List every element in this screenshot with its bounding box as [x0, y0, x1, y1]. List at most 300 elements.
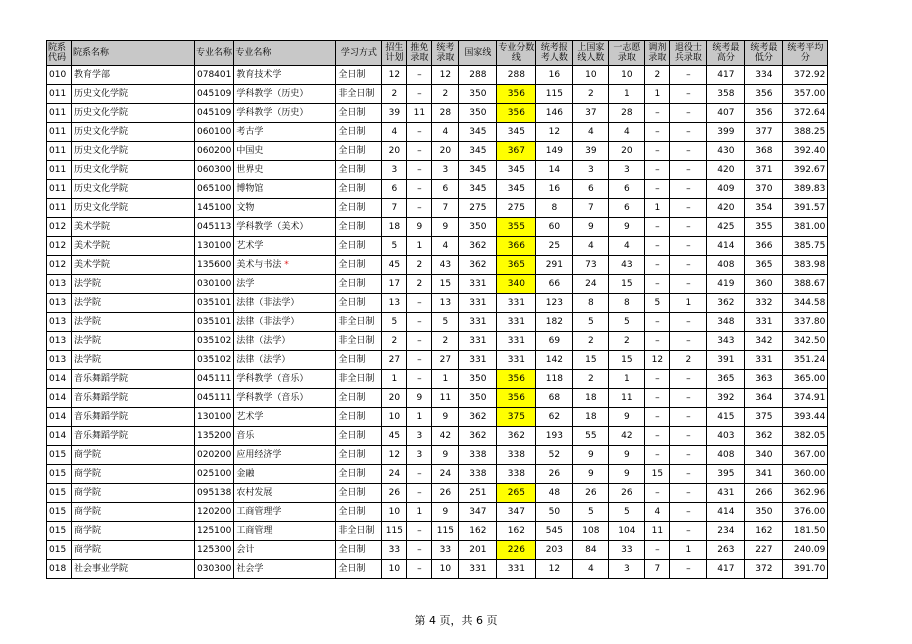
cell-major-line: 288 — [497, 66, 536, 85]
cell-national-line: 331 — [459, 313, 497, 332]
cell-study-mode: 全日制 — [336, 560, 382, 579]
cell-major-name: 中国史 — [234, 142, 336, 161]
cell-min-score: 365 — [745, 256, 783, 275]
cell-exam-admit: 42 — [432, 427, 459, 446]
cell-transfer: 4 — [645, 503, 670, 522]
cell-applicants: 8 — [536, 199, 573, 218]
cell-applicants: 203 — [536, 541, 573, 560]
cell-avg-score: 367.00 — [783, 446, 828, 465]
cell-max-score: 343 — [707, 332, 745, 351]
cell-exempt: 1 — [407, 503, 432, 522]
cell-avg-score: 360.00 — [783, 465, 828, 484]
cell-exam-admit: 28 — [432, 104, 459, 123]
cell-max-score: 417 — [707, 560, 745, 579]
cell-exempt: 9 — [407, 218, 432, 237]
cell-study-mode: 非全日制 — [336, 522, 382, 541]
cell-dept-code: 013 — [47, 332, 72, 351]
cell-above-line: 108 — [573, 522, 609, 541]
cell-national-line: 362 — [459, 256, 497, 275]
cell-major-line: 331 — [497, 351, 536, 370]
cell-first-choice: 1 — [609, 370, 645, 389]
cell-avg-score: 372.92 — [783, 66, 828, 85]
cell-major-line: 365 — [497, 256, 536, 275]
cell-national-line: 162 — [459, 522, 497, 541]
cell-dept-code: 013 — [47, 275, 72, 294]
cell-above-line: 39 — [573, 142, 609, 161]
cell-above-line: 3 — [573, 161, 609, 180]
cell-major-code: 135200 — [195, 427, 234, 446]
cell-veteran: – — [670, 218, 707, 237]
cell-transfer: – — [645, 123, 670, 142]
cell-above-line: 10 — [573, 66, 609, 85]
cell-exempt: – — [407, 180, 432, 199]
table-row — [47, 522, 828, 541]
cell-dept-name: 音乐舞蹈学院 — [72, 408, 195, 427]
cell-major-name: 音乐 — [234, 427, 336, 446]
cell-transfer: – — [645, 218, 670, 237]
cell-dept-name: 历史文化学院 — [72, 85, 195, 104]
cell-veteran: – — [670, 427, 707, 446]
cell-first-choice: 33 — [609, 541, 645, 560]
cell-transfer: – — [645, 275, 670, 294]
cell-major-line: 265 — [497, 484, 536, 503]
cell-exempt: – — [407, 484, 432, 503]
cell-exam-admit: 43 — [432, 256, 459, 275]
table-row — [47, 199, 828, 218]
cell-major-line: 340 — [497, 275, 536, 294]
cell-min-score: 375 — [745, 408, 783, 427]
cell-max-score: 419 — [707, 275, 745, 294]
cell-transfer: – — [645, 104, 670, 123]
cell-exempt: – — [407, 199, 432, 218]
cell-applicants: 545 — [536, 522, 573, 541]
cell-study-mode: 全日制 — [336, 503, 382, 522]
cell-plan: 26 — [382, 484, 407, 503]
cell-transfer: 1 — [645, 199, 670, 218]
cell-max-score: 417 — [707, 66, 745, 85]
cell-avg-score: 181.50 — [783, 522, 828, 541]
cell-exam-admit: 9 — [432, 446, 459, 465]
cell-major-name: 学科教学（音乐） — [234, 370, 336, 389]
cell-national-line: 331 — [459, 560, 497, 579]
cell-max-score: 408 — [707, 256, 745, 275]
cell-transfer: – — [645, 161, 670, 180]
cell-exempt: 1 — [407, 237, 432, 256]
cell-transfer: – — [645, 313, 670, 332]
cell-applicants: 60 — [536, 218, 573, 237]
cell-dept-code: 013 — [47, 313, 72, 332]
cell-max-score: 348 — [707, 313, 745, 332]
cell-max-score: 431 — [707, 484, 745, 503]
cell-applicants: 16 — [536, 66, 573, 85]
cell-dept-code: 015 — [47, 503, 72, 522]
cell-exam-admit: 24 — [432, 465, 459, 484]
cell-dept-code: 013 — [47, 294, 72, 313]
cell-major-line: 356 — [497, 389, 536, 408]
cell-major-line: 375 — [497, 408, 536, 427]
cell-first-choice: 26 — [609, 484, 645, 503]
cell-major-name: 法律（法学） — [234, 351, 336, 370]
header-national-line: 国家线 — [459, 41, 497, 66]
cell-dept-code: 011 — [47, 180, 72, 199]
header-major-name: 专业名称 — [234, 41, 336, 66]
cell-max-score: 395 — [707, 465, 745, 484]
cell-major-name: 教育技术学 — [234, 66, 336, 85]
cell-national-line: 331 — [459, 332, 497, 351]
cell-plan: 12 — [382, 66, 407, 85]
cell-major-line: 356 — [497, 370, 536, 389]
cell-national-line: 331 — [459, 275, 497, 294]
cell-first-choice: 2 — [609, 332, 645, 351]
cell-max-score: 403 — [707, 427, 745, 446]
header-major-code: 专业名称 — [195, 41, 234, 66]
cell-major-code: 025100 — [195, 465, 234, 484]
cell-plan: 5 — [382, 313, 407, 332]
cell-major-line: 345 — [497, 123, 536, 142]
cell-transfer: – — [645, 427, 670, 446]
cell-exam-admit: 1 — [432, 370, 459, 389]
cell-avg-score: 372.64 — [783, 104, 828, 123]
cell-major-line: 331 — [497, 332, 536, 351]
cell-exam-admit: 5 — [432, 313, 459, 332]
cell-exam-admit: 9 — [432, 218, 459, 237]
cell-first-choice: 6 — [609, 180, 645, 199]
cell-major-name: 法律（非法学） — [234, 313, 336, 332]
cell-transfer: 1 — [645, 85, 670, 104]
cell-exempt: 3 — [407, 427, 432, 446]
cell-avg-score: 388.25 — [783, 123, 828, 142]
cell-national-line: 288 — [459, 66, 497, 85]
cell-major-line: 355 — [497, 218, 536, 237]
cell-first-choice: 9 — [609, 465, 645, 484]
cell-veteran: – — [670, 313, 707, 332]
cell-max-score: 425 — [707, 218, 745, 237]
cell-major-line: 362 — [497, 427, 536, 446]
cell-national-line: 350 — [459, 85, 497, 104]
cell-min-score: 362 — [745, 427, 783, 446]
cell-plan: 3 — [382, 161, 407, 180]
cell-transfer: – — [645, 142, 670, 161]
cell-avg-score: 383.98 — [783, 256, 828, 275]
cell-avg-score: 392.67 — [783, 161, 828, 180]
cell-applicants: 123 — [536, 294, 573, 313]
cell-first-choice: 43 — [609, 256, 645, 275]
cell-study-mode: 全日制 — [336, 351, 382, 370]
cell-above-line: 73 — [573, 256, 609, 275]
cell-national-line: 345 — [459, 161, 497, 180]
cell-min-score: 227 — [745, 541, 783, 560]
cell-avg-score: 381.00 — [783, 218, 828, 237]
cell-dept-code: 011 — [47, 199, 72, 218]
cell-max-score: 430 — [707, 142, 745, 161]
cell-applicants: 66 — [536, 275, 573, 294]
cell-veteran: – — [670, 484, 707, 503]
cell-applicants: 291 — [536, 256, 573, 275]
cell-above-line: 84 — [573, 541, 609, 560]
cell-max-score: 399 — [707, 123, 745, 142]
cell-transfer: 11 — [645, 522, 670, 541]
cell-avg-score: 391.57 — [783, 199, 828, 218]
cell-plan: 10 — [382, 408, 407, 427]
cell-national-line: 331 — [459, 294, 497, 313]
header-major-line: 专业分数线 — [497, 41, 536, 66]
cell-avg-score: 388.67 — [783, 275, 828, 294]
cell-dept-code: 015 — [47, 522, 72, 541]
cell-above-line: 2 — [573, 332, 609, 351]
cell-study-mode: 全日制 — [336, 408, 382, 427]
cell-above-line: 6 — [573, 180, 609, 199]
cell-plan: 6 — [382, 180, 407, 199]
cell-applicants: 193 — [536, 427, 573, 446]
cell-veteran: – — [670, 370, 707, 389]
cell-exam-admit: 9 — [432, 408, 459, 427]
cell-dept-code: 011 — [47, 161, 72, 180]
cell-above-line: 37 — [573, 104, 609, 123]
cell-study-mode: 全日制 — [336, 123, 382, 142]
cell-exam-admit: 20 — [432, 142, 459, 161]
cell-major-code: 045109 — [195, 104, 234, 123]
cell-min-score: 350 — [745, 503, 783, 522]
cell-avg-score: 393.44 — [783, 408, 828, 427]
cell-major-code: 078401 — [195, 66, 234, 85]
cell-avg-score: 376.00 — [783, 503, 828, 522]
cell-first-choice: 104 — [609, 522, 645, 541]
cell-veteran: – — [670, 123, 707, 142]
cell-national-line: 338 — [459, 465, 497, 484]
header-min-score: 统考最低分 — [745, 41, 783, 66]
cell-study-mode: 全日制 — [336, 427, 382, 446]
cell-study-mode: 全日制 — [336, 142, 382, 161]
cell-major-line: 275 — [497, 199, 536, 218]
cell-dept-name: 历史文化学院 — [72, 123, 195, 142]
cell-plan: 10 — [382, 560, 407, 579]
cell-transfer: – — [645, 256, 670, 275]
cell-dept-code: 015 — [47, 446, 72, 465]
cell-veteran: – — [670, 275, 707, 294]
header-dept-name: 院系名称 — [72, 41, 195, 66]
cell-dept-code: 015 — [47, 484, 72, 503]
cell-major-line: 347 — [497, 503, 536, 522]
cell-exam-admit: 12 — [432, 66, 459, 85]
cell-major-line: 338 — [497, 446, 536, 465]
cell-exam-admit: 2 — [432, 85, 459, 104]
table-row — [47, 256, 828, 275]
cell-veteran: – — [670, 465, 707, 484]
cell-major-code: 060300 — [195, 161, 234, 180]
cell-applicants: 68 — [536, 389, 573, 408]
cell-dept-name: 商学院 — [72, 465, 195, 484]
cell-dept-name: 商学院 — [72, 503, 195, 522]
header-dept-code: 院系代码 — [47, 41, 72, 66]
cell-max-score: 414 — [707, 503, 745, 522]
cell-study-mode: 非全日制 — [336, 313, 382, 332]
cell-plan: 115 — [382, 522, 407, 541]
cell-above-line: 8 — [573, 294, 609, 313]
cell-study-mode: 全日制 — [336, 294, 382, 313]
table-row — [47, 408, 828, 427]
cell-first-choice: 15 — [609, 275, 645, 294]
table-row — [47, 161, 828, 180]
cell-study-mode: 全日制 — [336, 446, 382, 465]
cell-exempt: – — [407, 370, 432, 389]
cell-major-line: 331 — [497, 313, 536, 332]
cell-exempt: – — [407, 142, 432, 161]
cell-max-score: 409 — [707, 180, 745, 199]
cell-major-code: 145100 — [195, 199, 234, 218]
cell-exam-admit: 6 — [432, 180, 459, 199]
cell-exempt: 2 — [407, 275, 432, 294]
cell-national-line: 251 — [459, 484, 497, 503]
cell-study-mode: 全日制 — [336, 237, 382, 256]
cell-exam-admit: 15 — [432, 275, 459, 294]
cell-max-score: 392 — [707, 389, 745, 408]
cell-above-line: 15 — [573, 351, 609, 370]
cell-major-line: 366 — [497, 237, 536, 256]
cell-exempt: – — [407, 560, 432, 579]
cell-major-code: 065100 — [195, 180, 234, 199]
cell-dept-name: 法学院 — [72, 351, 195, 370]
cell-major-name: 农村发展 — [234, 484, 336, 503]
cell-min-score: 364 — [745, 389, 783, 408]
cell-plan: 7 — [382, 199, 407, 218]
cell-dept-name: 美术学院 — [72, 237, 195, 256]
cell-national-line: 345 — [459, 180, 497, 199]
cell-major-name: 文物 — [234, 199, 336, 218]
cell-first-choice: 15 — [609, 351, 645, 370]
cell-avg-score: 374.91 — [783, 389, 828, 408]
cell-exempt: 2 — [407, 256, 432, 275]
cell-above-line: 18 — [573, 408, 609, 427]
cell-transfer: – — [645, 237, 670, 256]
cell-study-mode: 全日制 — [336, 484, 382, 503]
cell-veteran: – — [670, 446, 707, 465]
table-row — [47, 446, 828, 465]
cell-min-score: 355 — [745, 218, 783, 237]
cell-plan: 33 — [382, 541, 407, 560]
cell-plan: 13 — [382, 294, 407, 313]
cell-major-name: 艺术学 — [234, 237, 336, 256]
cell-avg-score: 365.00 — [783, 370, 828, 389]
cell-dept-name: 历史文化学院 — [72, 199, 195, 218]
cell-applicants: 69 — [536, 332, 573, 351]
cell-applicants: 48 — [536, 484, 573, 503]
cell-dept-name: 社会事业学院 — [72, 560, 195, 579]
cell-min-score: 356 — [745, 85, 783, 104]
cell-above-line: 4 — [573, 237, 609, 256]
cell-transfer: 7 — [645, 560, 670, 579]
cell-veteran: – — [670, 560, 707, 579]
cell-dept-code: 013 — [47, 351, 72, 370]
cell-dept-name: 法学院 — [72, 275, 195, 294]
cell-exam-admit: 10 — [432, 560, 459, 579]
cell-transfer: 12 — [645, 351, 670, 370]
cell-avg-score: 342.50 — [783, 332, 828, 351]
cell-dept-name: 法学院 — [72, 313, 195, 332]
cell-applicants: 52 — [536, 446, 573, 465]
cell-dept-code: 014 — [47, 427, 72, 446]
cell-study-mode: 全日制 — [336, 218, 382, 237]
cell-national-line: 362 — [459, 408, 497, 427]
cell-exempt: – — [407, 522, 432, 541]
cell-first-choice: 9 — [609, 446, 645, 465]
table-body — [47, 66, 828, 579]
cell-first-choice: 10 — [609, 66, 645, 85]
header-plan: 招生计划 — [382, 41, 407, 66]
cell-max-score: 362 — [707, 294, 745, 313]
page-footer: 第 4 页，共 6 页 — [414, 614, 498, 627]
cell-above-line: 7 — [573, 199, 609, 218]
cell-above-line: 5 — [573, 313, 609, 332]
cell-veteran: – — [670, 332, 707, 351]
cell-major-name: 会计 — [234, 541, 336, 560]
cell-dept-code: 012 — [47, 256, 72, 275]
cell-dept-code: 014 — [47, 370, 72, 389]
cell-plan: 24 — [382, 465, 407, 484]
cell-first-choice: 9 — [609, 408, 645, 427]
cell-dept-name: 法学院 — [72, 332, 195, 351]
cell-transfer: 2 — [645, 66, 670, 85]
cell-veteran: – — [670, 85, 707, 104]
cell-first-choice: 20 — [609, 142, 645, 161]
cell-veteran: – — [670, 199, 707, 218]
cell-study-mode: 全日制 — [336, 389, 382, 408]
cell-national-line: 350 — [459, 218, 497, 237]
cell-applicants: 12 — [536, 560, 573, 579]
cell-exam-admit: 4 — [432, 237, 459, 256]
cell-first-choice: 1 — [609, 85, 645, 104]
cell-applicants: 118 — [536, 370, 573, 389]
cell-exempt: 9 — [407, 389, 432, 408]
table-row — [47, 541, 828, 560]
cell-first-choice: 9 — [609, 218, 645, 237]
cell-min-score: 360 — [745, 275, 783, 294]
cell-major-code: 130100 — [195, 408, 234, 427]
table-row — [47, 484, 828, 503]
cell-major-line: 338 — [497, 465, 536, 484]
cell-max-score: 263 — [707, 541, 745, 560]
cell-dept-code: 011 — [47, 85, 72, 104]
cell-applicants: 16 — [536, 180, 573, 199]
cell-dept-name: 商学院 — [72, 446, 195, 465]
table-row — [47, 313, 828, 332]
cell-first-choice: 11 — [609, 389, 645, 408]
cell-max-score: 420 — [707, 199, 745, 218]
table-row — [47, 142, 828, 161]
cell-major-code: 045109 — [195, 85, 234, 104]
cell-dept-name: 音乐舞蹈学院 — [72, 427, 195, 446]
cell-exempt: – — [407, 465, 432, 484]
cell-plan: 1 — [382, 370, 407, 389]
cell-max-score: 415 — [707, 408, 745, 427]
cell-transfer: – — [645, 541, 670, 560]
cell-study-mode: 非全日制 — [336, 370, 382, 389]
cell-transfer: – — [645, 484, 670, 503]
cell-major-code: 045113 — [195, 218, 234, 237]
cell-major-name: 金融 — [234, 465, 336, 484]
cell-first-choice: 4 — [609, 123, 645, 142]
cell-above-line: 9 — [573, 218, 609, 237]
cell-study-mode: 非全日制 — [336, 85, 382, 104]
cell-dept-code: 014 — [47, 408, 72, 427]
table-row — [47, 275, 828, 294]
table-row — [47, 370, 828, 389]
cell-study-mode: 全日制 — [336, 256, 382, 275]
cell-max-score: 234 — [707, 522, 745, 541]
cell-transfer: – — [645, 389, 670, 408]
cell-min-score: 331 — [745, 351, 783, 370]
cell-major-code: 045111 — [195, 370, 234, 389]
cell-min-score: 371 — [745, 161, 783, 180]
